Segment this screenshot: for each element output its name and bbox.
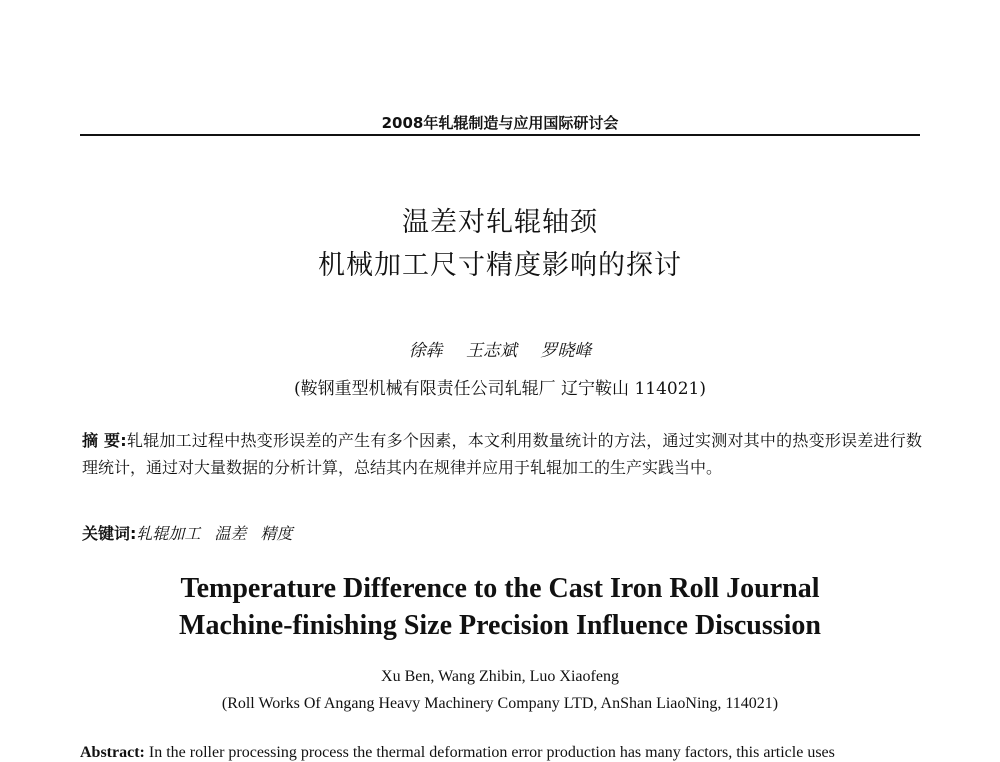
cn-authors: 徐犇 王志斌 罗晓峰	[408, 341, 592, 361]
en-abstract-text: In the roller processing process the thermal deformation error production has many factors, this article uses	[148, 744, 835, 761]
cn-keyword: 精度	[260, 524, 293, 543]
conference-header: 2008年轧辊制造与应用国际研讨会	[381, 114, 619, 132]
en-abstract-label: Abstract:	[80, 744, 145, 761]
cn-keywords	[82, 521, 922, 544]
cn-keywords-label: 关键词:	[82, 524, 137, 543]
en-authors: Xu Ben, Wang Zhibin, Luo Xiaofeng	[381, 668, 619, 685]
cn-affiliation: (鞍钢重型机械有限责任公司轧辊厂 辽宁鞍山 114021)	[294, 379, 706, 399]
cn-abstract-label: 摘 要:	[82, 431, 127, 450]
en-affiliation: (Roll Works Of Angang Heavy Machinery Company LTD, AnShan LiaoNing, 114021)	[221, 695, 779, 712]
cn-title-line2: 机械加工尺寸精度影响的探讨	[318, 250, 682, 281]
cn-title-line1: 温差对轧辊轴颈	[402, 207, 598, 238]
cn-keyword: 轧辊加工	[136, 524, 201, 543]
header-rule	[80, 134, 920, 136]
en-title-line2: Machine-finishing Size Precision Influence Discussion	[179, 610, 821, 641]
cn-keyword: 温差	[214, 524, 247, 543]
en-title-line1: Temperature Difference to the Cast Iron Roll Journal	[180, 573, 820, 604]
cn-abstract	[82, 427, 922, 481]
cn-abstract-text: 轧辊加工过程中热变形误差的产生有多个因素，本文利用数量统计的方法，通过实测对其中的热变形误差进行数理统计，通过对大量数据的分析计算，总结其内在规律并应用于轧辊加工的生产实践当中。	[82, 431, 922, 477]
en-abstract	[80, 744, 925, 762]
